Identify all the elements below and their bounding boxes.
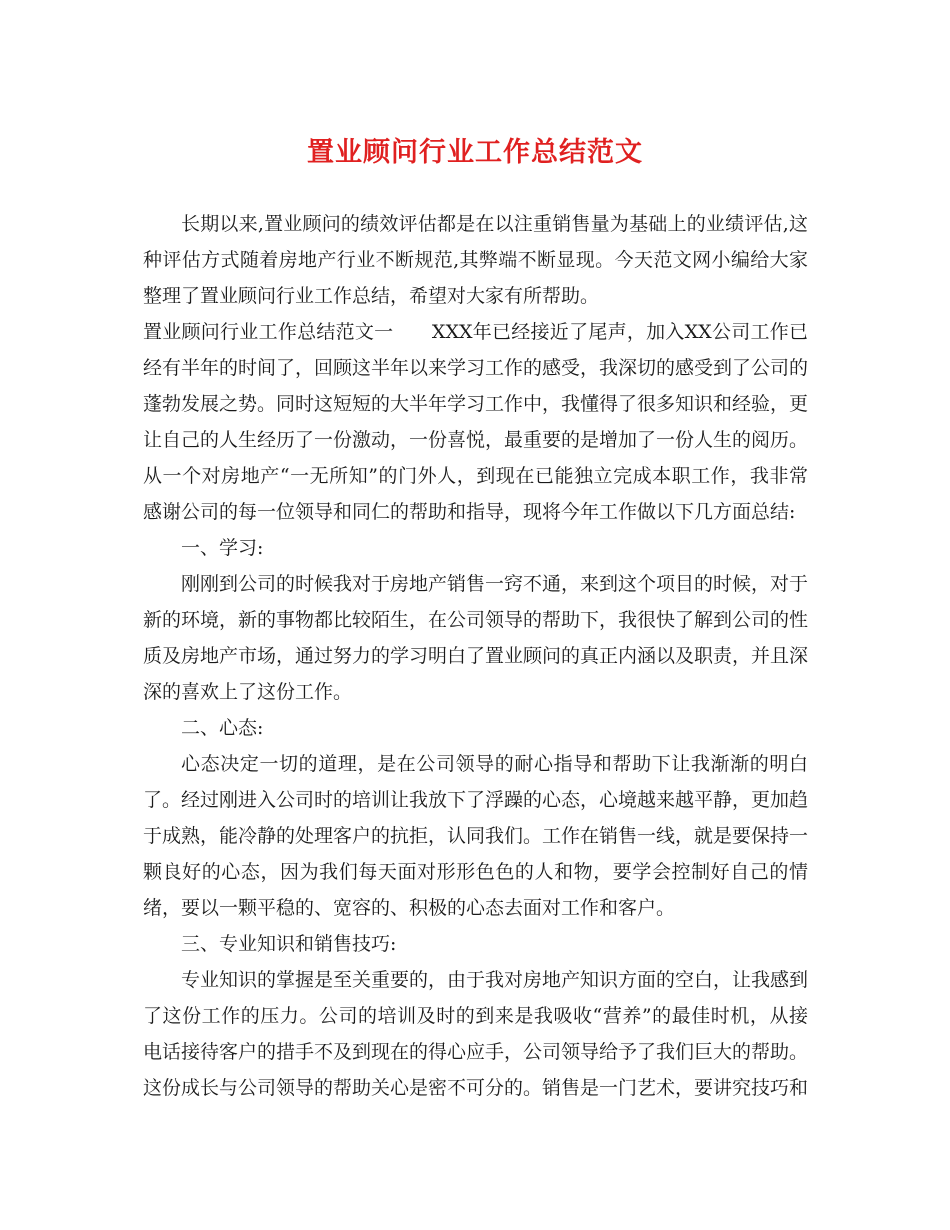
- intro-paragraph: 长期以来,置业顾问的绩效评估都是在以注重销售量为基础上的业绩评估,这种评估方式随着房地产行业不断规范,其弊端不断显现。今天范文网小编给大家整理了置业顾问行业工作总结，希望对大家有所帮助。: [143, 213, 808, 307]
- document-body: [143, 206, 808, 1106]
- heading-study: 一、学习:: [181, 537, 264, 559]
- document-title: 置业顾问行业工作总结范文: [307, 137, 643, 168]
- heading-skills: 三、专业知识和销售技巧:: [181, 933, 397, 955]
- mindset-paragraph: 心态决定一切的道理，是在公司领导的耐心指导和帮助下让我渐渐的明白了。经过刚进入公司时的培训让我放下了浮躁的心态，心境越来越平静，更加趋于成熟，能冷静的处理客户的抗拒，认同我们。工作在销售一线，就是要保持一颗良好的心态，因为我们每天面对形形色色的人和物，要学会控制好自己的情绪，要以一颗平稳的、宽容的、积极的心态去面对工作和客户。: [143, 753, 809, 919]
- skills-paragraph: 专业知识的掌握是至关重要的，由于我对房地产知识方面的空白，让我感到了这份工作的压力。公司的培训及时的到来是我吸收“营养”的最佳时机，从接电话接待客户的措手不及到现在的得心应手，公司领导给予了我们巨大的帮助。这份成长与公司领导的帮助关心是密不可分的。销售是一门艺术，要讲究技巧和: [143, 969, 809, 1099]
- heading-mindset: 二、心态:: [181, 717, 264, 739]
- study-paragraph: 刚刚到公司的时候我对于房地产销售一窍不通，来到这个项目的时候，对于新的环境，新的事物都比较陌生，在公司领导的帮助下，我很快了解到公司的性质及房地产市场，通过努力的学习明白了置业顾问的真正内涵以及职责，并且深深的喜欢上了这份工作。: [143, 573, 809, 703]
- section-paragraph-1: 置业顾问行业工作总结范文一 XXX年已经接近了尾声，加入XX公司工作已经有半年的时间了，回顾这半年以来学习工作的感受，我深切的感受到了公司的蓬勃发展之势。同时这短短的大半年学习工作中，我懂得了很多知识和经验，更让自己的人生经历了一份激动，一份喜悦，最重要的是增加了一份人生的阅历。从一个对房地产“一无所知”的门外人，到现在已能独立完成本职工作，我非常感谢公司的每一位领导和同仁的帮助和指导，现将今年工作做以下几方面总结:: [143, 321, 809, 523]
